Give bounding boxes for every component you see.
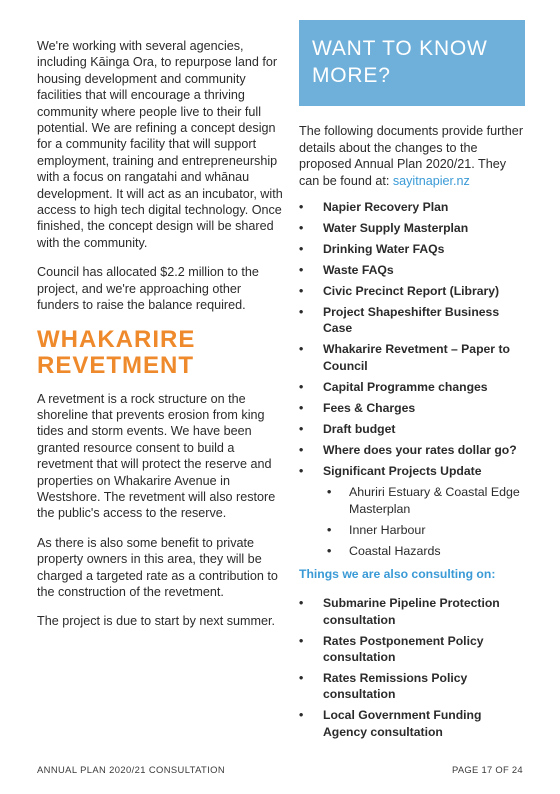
heading-line-2: REVETMENT <box>37 351 195 379</box>
list-item: • Submarine Pipeline Protection consultation <box>299 596 500 627</box>
bullet-icon: • <box>299 342 304 357</box>
list-item: • Capital Programme changes <box>299 379 488 394</box>
info-box-title-line-2: MORE? <box>312 64 391 87</box>
list-item: • Water Supply Masterplan <box>299 221 469 235</box>
paragraph-targeted-rate: As there is also some benefit to private property owners in this area, they will be charged a targeted rate as a contribution to the construction of the revetment. <box>37 535 278 599</box>
significant-projects-sublist <box>323 484 525 559</box>
bullet-icon: • <box>299 442 304 457</box>
bullet-icon: • <box>327 522 332 537</box>
consulting-list <box>299 595 525 740</box>
list-item: • Rates Remissions Policy consultation <box>299 671 468 702</box>
bullet-icon: • <box>327 543 332 558</box>
list-item: • Civic Precinct Report (Library) <box>299 284 500 298</box>
list-item: • Fees & Charges <box>299 400 416 415</box>
intro-text: The following documents provide further details about the changes to the proposed Annual Plan 2020/21. They can be found at: <box>299 124 524 188</box>
bullet-icon: • <box>299 633 304 648</box>
bullet-icon: • <box>299 596 304 611</box>
consulting-heading: Things we are also consulting on: <box>299 567 496 582</box>
bullet-icon: • <box>299 379 304 394</box>
list-item: • Significant Projects Update • Ahuriri Estuary & Coastal Edge Masterplan • Inner Harbour • Coastal Hazards <box>299 463 525 559</box>
left-column <box>37 38 285 643</box>
info-box-title-line-1: WANT TO KNOW <box>312 37 488 60</box>
bullet-icon: • <box>299 200 304 214</box>
heading-line-1: WHAKARIRE <box>37 325 196 353</box>
list-item: • Napier Recovery Plan <box>299 200 449 214</box>
bullet-icon: • <box>299 221 304 235</box>
paragraph-funding: Council has allocated $2.2 million to the project, and we're approaching other funders to raise the balance required. <box>37 265 259 313</box>
bullet-icon: • <box>299 242 304 256</box>
footer-page-number: PAGE 17 OF 24 <box>452 764 523 775</box>
section-heading-whakarire-revetment <box>37 327 285 379</box>
bullet-icon: • <box>299 305 304 319</box>
bullet-icon: • <box>299 463 304 478</box>
want-to-know-more-box <box>299 20 525 106</box>
paragraph-start-date: The project is due to start by next summer. <box>37 614 275 629</box>
bullet-icon: • <box>299 263 304 277</box>
info-box-title <box>312 35 515 89</box>
paragraph-revetment-description: A revetment is a rock structure on the shoreline that prevents erosion from king tides and storm events. We have been granted resource consent to build a revetment that will protect the reserve and properties on Whakarire Avenue in Westshore. The revetment will also restore the public's access to the reserve. <box>37 391 276 521</box>
documents-intro <box>299 123 525 189</box>
bullet-icon: • <box>299 400 304 415</box>
right-column <box>299 20 525 745</box>
list-item: • Draft budget <box>299 421 396 436</box>
bullet-icon: • <box>327 485 332 500</box>
sub-list-item: • Ahuriri Estuary & Coastal Edge Masterplan <box>327 485 520 516</box>
list-item: • Rates Postponement Policy consultation <box>299 633 484 665</box>
list-item: • Drinking Water FAQs <box>299 242 445 256</box>
sub-list-item: • Coastal Hazards <box>327 543 441 558</box>
list-item: • Project Shapeshifter Business Case <box>299 305 500 336</box>
paragraph-community-facility: We're working with several agencies, including Kāinga Ora, to repurpose land for housing development and community facilities that will encourage a thriving community where people live to their full potential. We are refining a concept design for a community facility that will support employment, training and entrepreneurship with a focus on rangatahi and whānau development. It will act as an incubator, with access to high tech digital technology. Once finished, the concept design will be shared with the community. <box>37 39 283 250</box>
sayitnapier-link[interactable]: sayitnapier.nz <box>392 173 470 188</box>
documents-list <box>299 199 525 559</box>
list-item: • Where does your rates dollar go? <box>299 442 517 457</box>
list-item: • Whakarire Revetment – Paper to Council <box>299 342 510 373</box>
footer-document-title: ANNUAL PLAN 2020/21 CONSULTATION <box>37 764 226 775</box>
sub-list-item: • Inner Harbour <box>327 522 426 537</box>
list-item: • Local Government Funding Agency consultation <box>299 708 482 739</box>
bullet-icon: • <box>299 671 304 686</box>
bullet-icon: • <box>299 708 304 723</box>
bullet-icon: • <box>299 421 304 436</box>
list-item: • Waste FAQs <box>299 263 394 277</box>
bullet-icon: • <box>299 284 304 298</box>
